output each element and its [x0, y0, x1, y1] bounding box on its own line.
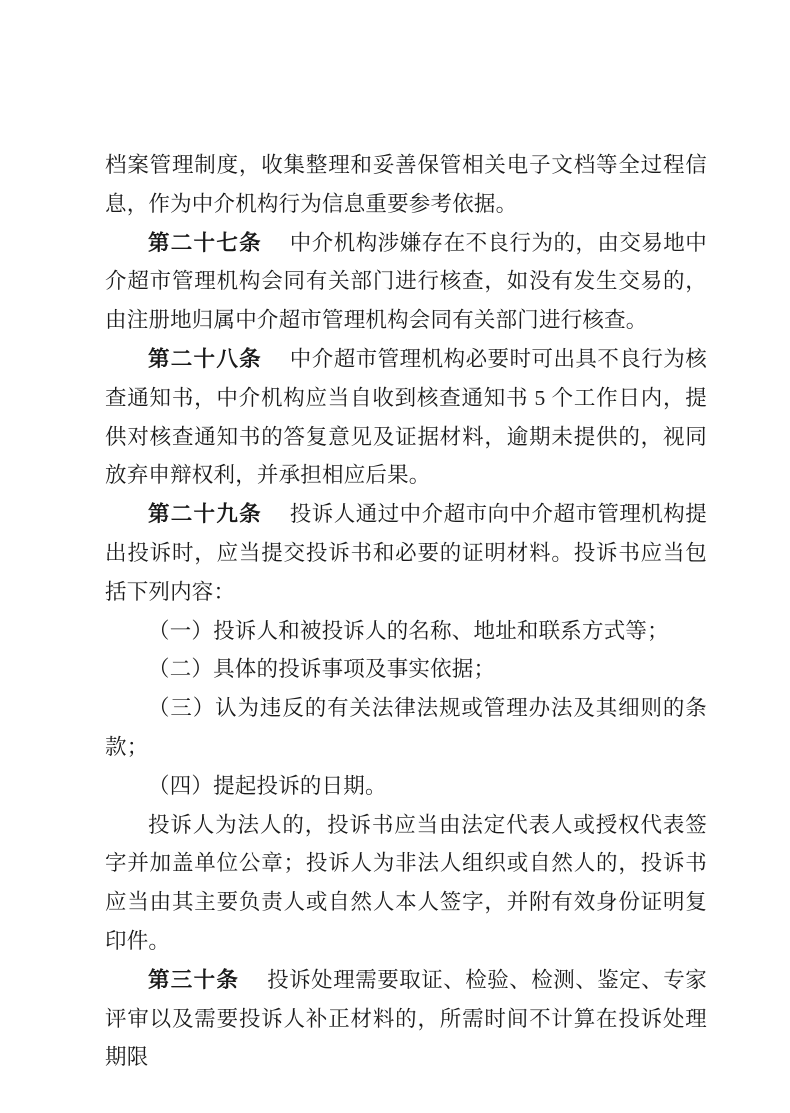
paragraph-text: （四）提起投诉的日期。 [148, 773, 387, 798]
paragraph-text: 投诉人通过中介超市向中介超市管理机构提出投诉时，应当提交投诉书和必要的证明材料。投诉书应当包括下列内容： [105, 502, 707, 604]
document-body [105, 146, 707, 1077]
paragraph-continuation [105, 146, 707, 224]
article-29 [105, 495, 707, 611]
paragraph-text: 档案管理制度，收集整理和妥善保管相关电子文档等全过程信息，作为中介机构行为信息重要参考依据。 [105, 153, 707, 216]
article-number: 第二十七条 [148, 230, 262, 255]
paragraph-text: （一）投诉人和被投诉人的名称、地址和联系方式等； [148, 618, 669, 643]
paragraph-text: 投诉处理需要取证、检验、检测、鉴定、专家评审以及需要投诉人补正材料的，所需时间不计算在投诉处理期限 [105, 967, 707, 1070]
article-number: 第三十条 [148, 967, 240, 992]
list-item-4 [105, 767, 707, 806]
list-item-2 [105, 650, 707, 689]
list-item-1 [105, 612, 707, 651]
paragraph-text: （三）认为违反的有关法律法规或管理办法及其细则的条款； [105, 696, 707, 759]
paragraph-text: （二）具体的投诉事项及事实依据； [148, 657, 496, 682]
paragraph-text: 中介超市管理机构必要时可出具不良行为核查通知书，中介机构应当自收到核查通知书 5 个工作日内，提供对核查通知书的答复意见及证据材料，逾期未提供的，视同放弃申辩权利，并承担相应后果。 [105, 346, 707, 488]
article-number: 第二十八条 [148, 346, 262, 371]
article-number: 第二十九条 [148, 502, 262, 527]
paragraph-text: 中介机构涉嫌存在不良行为的，由交易地中介超市管理机构会同有关部门进行核查，如没有发生交易的，由注册地归属中介超市管理机构会同有关部门进行核查。 [105, 230, 707, 333]
article-28 [105, 340, 707, 495]
paragraph-signature-rules [105, 806, 707, 961]
article-27 [105, 224, 707, 340]
list-item-3 [105, 689, 707, 767]
article-30 [105, 961, 707, 1077]
paragraph-text: 投诉人为法人的，投诉书应当由法定代表人或授权代表签字并加盖单位公章；投诉人为非法人组织或自然人的，投诉书应当由其主要负责人或自然人本人签字，并附有效身份证明复印件。 [105, 812, 707, 953]
